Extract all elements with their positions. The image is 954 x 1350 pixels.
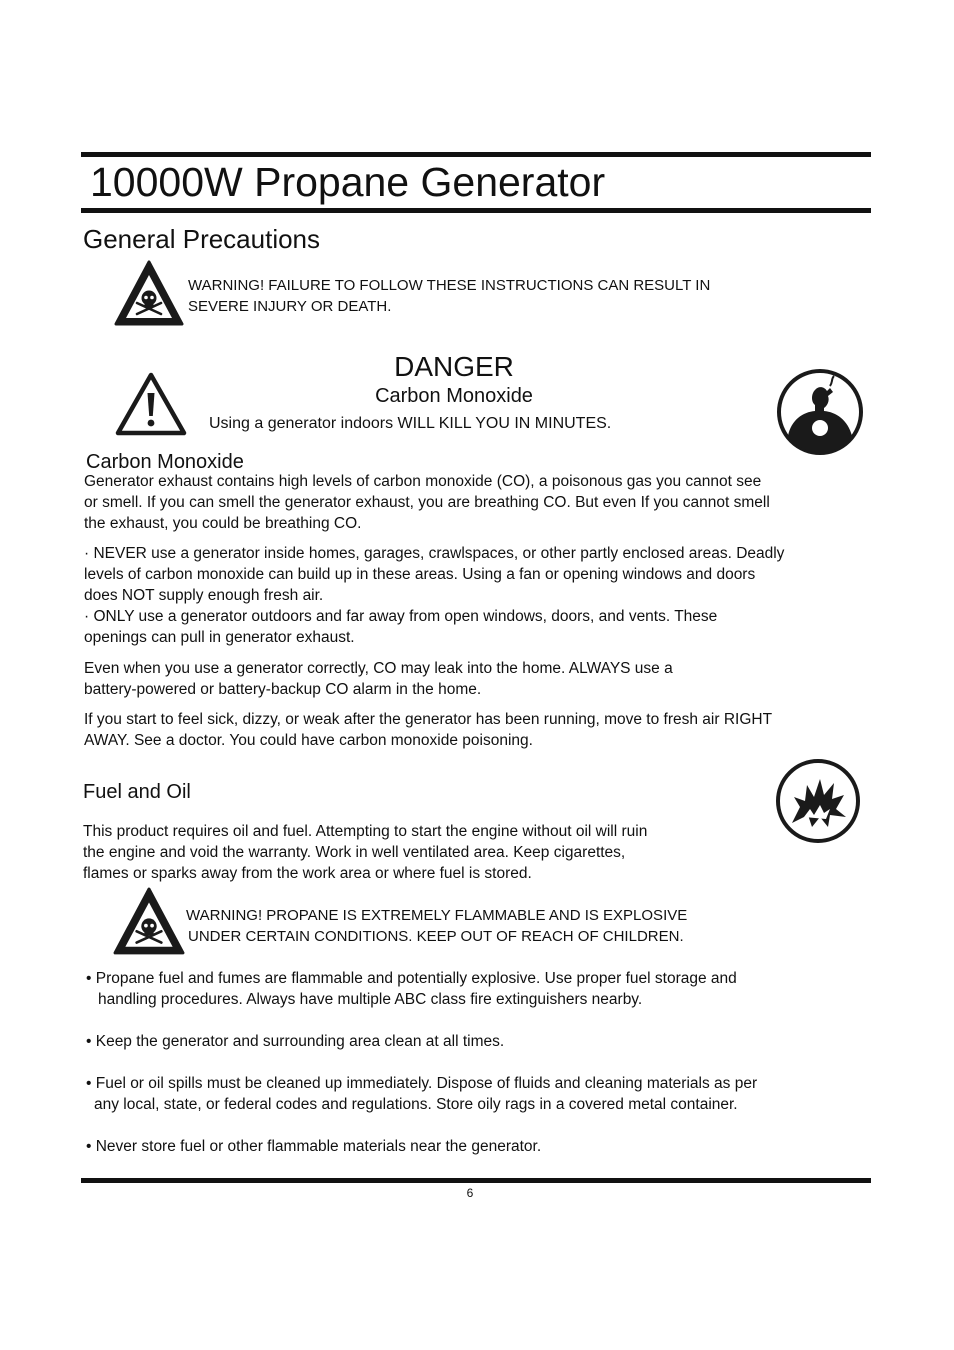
fuel-warning (186, 905, 687, 947)
danger-subheading: Carbon Monoxide (375, 385, 533, 407)
title-rule-top (81, 152, 871, 157)
co-p3-line: battery-powered or battery-backup CO alarm in the home. (84, 681, 482, 698)
co-p2-line: levels of carbon monoxide can build up in these areas. Using a fan or opening windows and doors (84, 566, 756, 583)
fuel-intro-line: the engine and void the warranty. Work in well ventilated area. Keep cigarettes, (83, 844, 626, 861)
danger-message: Using a generator indoors WILL KILL YOU IN MINUTES. (209, 415, 612, 432)
fuel-bullet-2 (86, 1031, 826, 1052)
fuel-bullet-line: • Propane fuel and fumes are flammable and potentially explosive. Use proper fuel storage and (86, 970, 737, 987)
fuel-bullet-3 (86, 1073, 826, 1115)
fuel-bullet-line: • Fuel or oil spills must be cleaned up immediately. Dispose of fluids and cleaning materials as per (86, 1075, 758, 1092)
general-precautions-heading: General Precautions (83, 224, 321, 254)
exclamation-warning-icon (114, 371, 188, 437)
co-p2-line: · NEVER use a generator inside homes, garages, crawlspaces, or other partly enclosed areas. Deadly (84, 545, 785, 562)
co-p4-line: If you start to feel sick, dizzy, or weak after the generator has been running, move to fresh air RIGHT (84, 711, 773, 728)
co-p3-line: Even when you use a generator correctly, CO may leak into the home. ALWAYS use a (84, 660, 673, 677)
carbon-monoxide-person-icon (775, 368, 865, 456)
fuel-heading: Fuel and Oil (83, 781, 191, 803)
general-warning-line-1: WARNING! FAILURE TO FOLLOW THESE INSTRUCTIONS CAN RESULT IN (188, 277, 711, 294)
co-paragraph-1 (84, 471, 824, 534)
co-heading: Carbon Monoxide (86, 451, 244, 473)
page-number: 6 (466, 1186, 474, 1200)
danger-heading: DANGER (394, 351, 514, 382)
co-p2-line: openings can pull in generator exhaust. (84, 629, 355, 646)
fuel-bullet-line: any local, state, or federal codes and regulations. Store oily rags in a covered metal container. (94, 1096, 738, 1113)
co-p1-line: or smell. If you can smell the generator exhaust, you are breathing CO. But even If you cannot smell (84, 494, 770, 511)
fuel-bullet-1 (86, 968, 826, 1010)
co-p1-line: the exhaust, you could be breathing CO. (84, 515, 362, 532)
page-title: 10000W Propane Generator (90, 159, 606, 205)
co-p2-line: does NOT supply enough fresh air. (84, 587, 324, 604)
co-paragraph-4 (84, 709, 824, 751)
fuel-intro-line: flames or sparks away from the work area or where fuel is stored. (83, 865, 532, 882)
explosion-icon (774, 757, 862, 845)
fuel-bullet-line: • Keep the generator and surrounding area clean at all times. (86, 1033, 505, 1050)
general-warning-line-2: SEVERE INJURY OR DEATH. (188, 298, 392, 315)
title-rule-bottom (81, 208, 871, 213)
co-p1-line: Generator exhaust contains high levels of carbon monoxide (CO), a poisonous gas you cannot see (84, 473, 762, 490)
fuel-bullet-line: • Never store fuel or other flammable materials near the generator. (86, 1138, 542, 1155)
co-p4-line: AWAY. See a doctor. You could have carbon monoxide poisoning. (84, 732, 533, 749)
fuel-warning-line-1: WARNING! PROPANE IS EXTREMELY FLAMMABLE AND IS EXPLOSIVE (186, 907, 688, 924)
general-warning (188, 275, 710, 317)
footer-rule (81, 1178, 871, 1183)
skull-crossbones-warning-icon (113, 259, 185, 327)
fuel-bullet-4 (86, 1136, 826, 1157)
fuel-bullet-line: handling procedures. Always have multiple ABC class fire extinguishers nearby. (98, 991, 643, 1008)
co-paragraph-3 (84, 658, 824, 700)
co-paragraph-2 (84, 543, 824, 648)
fuel-intro-line: This product requires oil and fuel. Attempting to start the engine without oil will ruin (83, 823, 648, 840)
fuel-warning-line-2: UNDER CERTAIN CONDITIONS. KEEP OUT OF REACH OF CHILDREN. (188, 928, 684, 945)
fuel-intro (83, 821, 743, 884)
skull-crossbones-warning-icon (112, 886, 186, 956)
co-p2-line: · ONLY use a generator outdoors and far away from open windows, doors, and vents. These (84, 608, 718, 625)
